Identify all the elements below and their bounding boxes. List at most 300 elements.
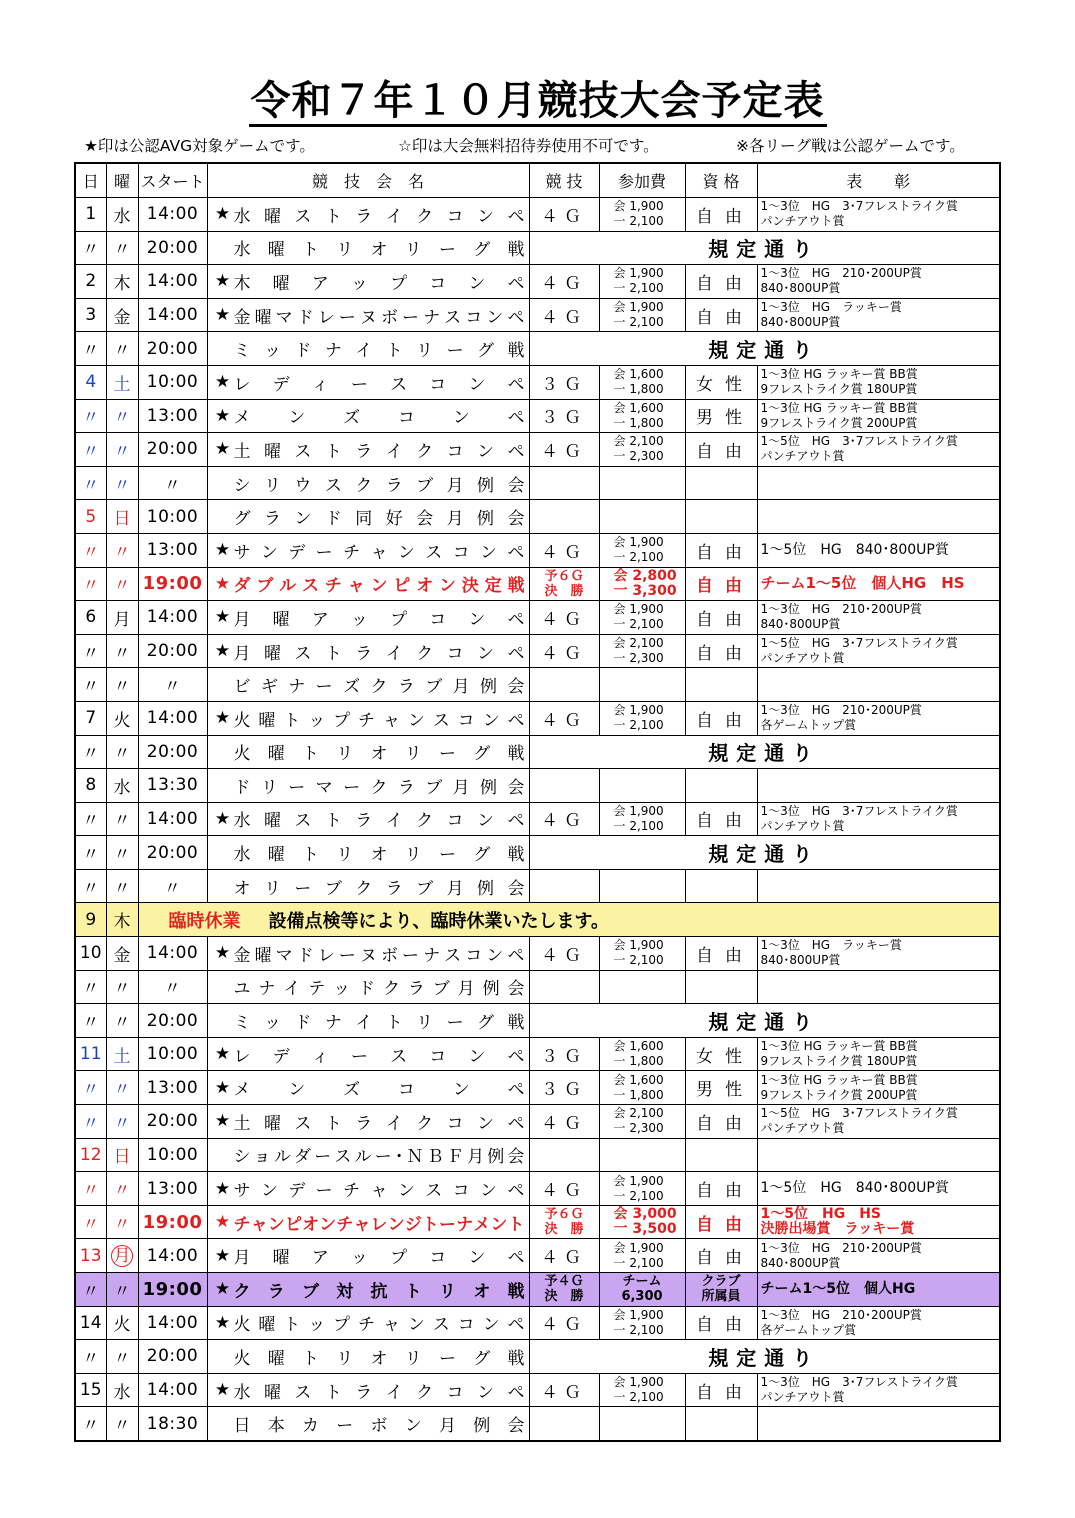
event-name-text: 火 曜 ト ッ プ チ ャ ン ス コ ン ペ bbox=[233, 1315, 525, 1336]
table-row bbox=[75, 365, 1000, 399]
award-line2: 9フレストライク賞 180UP賞 bbox=[760, 382, 918, 397]
weekday-value: 〃 bbox=[113, 811, 131, 832]
game-count: ４Ｇ bbox=[541, 1315, 587, 1336]
fee-cell bbox=[599, 769, 685, 803]
start-time-value: 19:00 bbox=[142, 573, 203, 595]
day-value: 〃 bbox=[82, 341, 100, 362]
event-name-text: 土 曜 ス ト ラ イ ク コ ン ペ bbox=[233, 441, 525, 462]
qualification: 自由 bbox=[696, 576, 754, 597]
day-value: 〃 bbox=[82, 811, 100, 832]
event-name bbox=[208, 370, 529, 395]
fee-member: 会 1,900 bbox=[613, 1375, 664, 1390]
game-count-cell bbox=[529, 399, 599, 433]
event-name bbox=[208, 941, 529, 966]
start-time-value: 19:00 bbox=[142, 1278, 203, 1300]
fee-general: 一 2,100 bbox=[613, 617, 664, 632]
event-name-text: ミ ッ ド ナ イ ト リ ー グ 戦 bbox=[233, 341, 525, 362]
weekday-cell bbox=[106, 1340, 138, 1374]
table-row bbox=[75, 1138, 1000, 1172]
fee-member: 会 1,600 bbox=[613, 400, 664, 415]
start-time-value: 14:00 bbox=[146, 943, 199, 964]
award-line1: 1～5位 HG 3･7フレストライク賞 bbox=[760, 636, 958, 651]
award-line1: 1～3位 HG 210･200UP賞 bbox=[760, 1240, 922, 1255]
award-cell bbox=[757, 1239, 1000, 1273]
event-name bbox=[208, 235, 529, 260]
header-name: 競 技 会 名 bbox=[207, 163, 529, 198]
start-time-value: 20:00 bbox=[146, 237, 199, 258]
day-value: 3 bbox=[85, 305, 97, 326]
qual-cell bbox=[685, 970, 757, 1004]
day-cell bbox=[75, 869, 106, 903]
award-line1: チーム1～5位 個人HG HS bbox=[760, 574, 965, 593]
start-time-cell bbox=[138, 970, 207, 1004]
table-row bbox=[75, 701, 1000, 735]
start-time-value: 14:00 bbox=[146, 305, 199, 326]
weekday-cell bbox=[106, 1004, 138, 1038]
day-cell bbox=[75, 1373, 106, 1407]
event-name bbox=[208, 1243, 529, 1268]
award-cell bbox=[757, 365, 1000, 399]
start-time-value: 18:30 bbox=[146, 1413, 199, 1434]
day-cell bbox=[75, 533, 106, 567]
table-row bbox=[75, 533, 1000, 567]
award-line2: パンチアウト賞 bbox=[760, 1121, 845, 1136]
fee-general: 一 2,100 bbox=[613, 315, 664, 330]
closed-text: 設備点検等により、臨時休業いたします。 bbox=[268, 910, 610, 932]
fee-general: 一 2,100 bbox=[613, 953, 664, 968]
event-name bbox=[208, 571, 529, 596]
event-name bbox=[208, 806, 529, 831]
start-time-cell bbox=[138, 668, 207, 702]
weekday-value: 〃 bbox=[113, 341, 131, 362]
day-value: 〃 bbox=[82, 643, 100, 664]
award-line1: 1～3位 HG 3･7フレストライク賞 bbox=[760, 199, 958, 214]
weekday-cell bbox=[106, 198, 138, 232]
start-time-value: 10:00 bbox=[146, 1144, 199, 1165]
award-line2: パンチアウト賞 bbox=[760, 818, 845, 833]
game-prelim: 予４Ｇ bbox=[544, 1274, 584, 1290]
day-value: 13 bbox=[79, 1245, 102, 1266]
event-name bbox=[208, 672, 529, 697]
weekday-cell bbox=[106, 735, 138, 769]
day-value: 〃 bbox=[82, 744, 100, 765]
start-time-value: 20:00 bbox=[146, 338, 199, 359]
event-name-text: サ ン デ ー チ ャ ン ス コ ン ペ bbox=[233, 542, 525, 563]
start-time-cell bbox=[138, 1407, 207, 1441]
event-name-text: シ ョ ル ダ ー ス ル ー ･ Ｎ Ｂ Ｆ 月 例 会 bbox=[233, 1147, 525, 1168]
start-time-cell bbox=[138, 231, 207, 265]
weekday-cell bbox=[106, 500, 138, 534]
event-name-cell bbox=[207, 433, 529, 467]
fee-member: 会 1,900 bbox=[613, 300, 664, 315]
event-name-text: 金 曜 マ ド レ ー ヌ ボ ー ナ ス コ ン ペ bbox=[233, 945, 525, 966]
event-name-text: グ ラ ン ド 同 好 会 月 例 会 bbox=[233, 509, 525, 530]
fee-general: 一 2,100 bbox=[613, 1390, 664, 1405]
award-cell bbox=[757, 1373, 1000, 1407]
event-name-text: レ デ ィ ー ス コ ン ペ bbox=[233, 1046, 525, 1067]
table-row bbox=[75, 198, 1000, 232]
event-name bbox=[208, 706, 529, 731]
rule-text: 規定通り bbox=[708, 741, 821, 766]
fee-member: 会 1,900 bbox=[613, 266, 664, 281]
table-row bbox=[75, 601, 1000, 635]
table-row bbox=[75, 1239, 1000, 1273]
start-time-value: 19:00 bbox=[142, 1211, 203, 1233]
table-row bbox=[75, 869, 1000, 903]
weekday-value: 〃 bbox=[113, 1013, 131, 1034]
qualification: 自由 bbox=[696, 273, 754, 294]
table-row bbox=[75, 937, 1000, 971]
avg-star-icon: ★ bbox=[214, 1178, 231, 1199]
avg-star-icon: ★ bbox=[214, 1245, 231, 1266]
fee-member: 会 1,600 bbox=[613, 367, 664, 382]
fee-member: 会 2,100 bbox=[613, 1106, 664, 1121]
event-name bbox=[208, 605, 529, 630]
weekday-value: 〃 bbox=[113, 1113, 131, 1134]
fee-cell bbox=[599, 937, 685, 971]
start-time-cell bbox=[138, 1340, 207, 1374]
event-name bbox=[208, 1042, 529, 1067]
start-time-cell bbox=[138, 937, 207, 971]
qualification: 自由 bbox=[696, 1181, 754, 1202]
event-name bbox=[208, 1277, 529, 1302]
start-time-value: 14:00 bbox=[146, 808, 199, 829]
start-time-cell bbox=[138, 298, 207, 332]
fee-member: 会 1,900 bbox=[613, 803, 664, 818]
award-cell bbox=[757, 701, 1000, 735]
avg-star-icon: ★ bbox=[214, 305, 231, 326]
fee-general: 一 3,500 bbox=[613, 1221, 677, 1238]
award-cell bbox=[757, 1138, 1000, 1172]
qualification-cell bbox=[685, 1306, 757, 1340]
weekday-value: 〃 bbox=[113, 1080, 131, 1101]
event-name bbox=[208, 1109, 529, 1134]
event-name-cell bbox=[207, 365, 529, 399]
table-row bbox=[75, 567, 1000, 601]
game-cell bbox=[529, 466, 599, 500]
day-value: 15 bbox=[79, 1380, 102, 1401]
fee-member: 会 1,900 bbox=[613, 1307, 664, 1322]
day-value: 7 bbox=[85, 708, 97, 729]
qualification-cell bbox=[685, 1273, 757, 1307]
qual-cell bbox=[685, 769, 757, 803]
award-line1: 1～3位 HG 3･7フレストライク賞 bbox=[760, 803, 958, 818]
avg-star-icon: ★ bbox=[214, 708, 231, 729]
event-name bbox=[208, 1142, 529, 1167]
day-value: 1 bbox=[85, 204, 97, 225]
qual-cell bbox=[685, 668, 757, 702]
event-name-cell bbox=[207, 1205, 529, 1239]
fee-member: 会 1,900 bbox=[613, 1173, 664, 1188]
qualification-cell bbox=[685, 198, 757, 232]
header-fee: 参加費 bbox=[599, 163, 685, 198]
start-time-cell bbox=[138, 1172, 207, 1206]
award-line1: 1～3位 HG 210･200UP賞 bbox=[760, 602, 922, 617]
award-line2: パンチアウト賞 bbox=[760, 449, 845, 464]
award-line1: 1～5位 HG 840･800UP賞 bbox=[760, 541, 949, 558]
day-value: 〃 bbox=[82, 1281, 100, 1302]
fee-general: 一 2,100 bbox=[613, 1255, 664, 1270]
day-cell bbox=[75, 735, 106, 769]
award-cell bbox=[757, 265, 1000, 299]
table-row bbox=[75, 1373, 1000, 1407]
fee-cell bbox=[599, 433, 685, 467]
weekday-value: 〃 bbox=[113, 1214, 131, 1235]
qualification-cell bbox=[685, 1172, 757, 1206]
table-row bbox=[75, 1004, 1000, 1038]
game-count-cell bbox=[529, 1071, 599, 1105]
qualification: 自由 bbox=[696, 811, 754, 832]
award-cell bbox=[757, 1105, 1000, 1139]
day-cell bbox=[75, 298, 106, 332]
award-line2: パンチアウト賞 bbox=[760, 1390, 845, 1405]
start-time-value: 13:00 bbox=[146, 1178, 199, 1199]
event-name-cell bbox=[207, 399, 529, 433]
day-cell bbox=[75, 1205, 106, 1239]
game-prelim: 予６Ｇ bbox=[544, 1207, 584, 1223]
table-row bbox=[75, 1172, 1000, 1206]
table-row bbox=[75, 265, 1000, 299]
game-cell bbox=[529, 1138, 599, 1172]
award-cell bbox=[757, 198, 1000, 232]
event-name-cell bbox=[207, 769, 529, 803]
event-name-cell bbox=[207, 332, 529, 366]
event-name-text: チ ャ ン ピ オ ン チ ャ レ ン ジ ト ー ナ メ ン ト bbox=[233, 1214, 525, 1235]
award-line1: 1～3位 HG 210･200UP賞 bbox=[760, 703, 922, 718]
qualification-cell bbox=[685, 601, 757, 635]
note-league: ※各リーグ戦は公認ゲームです。 bbox=[736, 137, 965, 155]
fee-general: 一 2,300 bbox=[613, 1121, 664, 1136]
weekday-cell bbox=[106, 1071, 138, 1105]
start-time-cell bbox=[138, 1105, 207, 1139]
start-time-value: 14:00 bbox=[146, 1380, 199, 1401]
event-name bbox=[208, 471, 529, 496]
weekday-cell bbox=[106, 1105, 138, 1139]
award-line1: チーム1～5位 個人HG bbox=[760, 1280, 916, 1297]
rule-text: 規定通り bbox=[708, 1345, 821, 1370]
weekday-cell bbox=[106, 365, 138, 399]
award-cell bbox=[757, 500, 1000, 534]
event-name-text: 火 曜 ト ッ プ チ ャ ン ス コ ン ペ bbox=[233, 710, 525, 731]
event-name-text: 木 曜 ア ッ プ コ ン ペ bbox=[233, 273, 525, 294]
event-name-cell bbox=[207, 869, 529, 903]
fee-member: 会 1,900 bbox=[613, 535, 664, 550]
award-cell bbox=[757, 1306, 1000, 1340]
game-count: ３Ｇ bbox=[541, 374, 587, 395]
game-cell bbox=[529, 970, 599, 1004]
game-final: 決 勝 bbox=[544, 1222, 584, 1238]
weekday-cell bbox=[106, 1239, 138, 1273]
weekday-cell bbox=[106, 869, 138, 903]
start-time-cell bbox=[138, 500, 207, 534]
event-name-text: 火 曜 ト リ オ リ ー グ 戦 bbox=[233, 1348, 525, 1369]
game-count-cell bbox=[529, 1105, 599, 1139]
event-name-cell bbox=[207, 668, 529, 702]
qualification: 自由 bbox=[696, 1382, 754, 1403]
start-time-value: 20:00 bbox=[146, 741, 199, 762]
weekday-value: 木 bbox=[113, 912, 131, 933]
table-row bbox=[75, 802, 1000, 836]
game-count: ４Ｇ bbox=[541, 609, 587, 630]
game-count-cell bbox=[529, 1172, 599, 1206]
award-line1: 1～3位 HG ラッキー賞 bbox=[760, 300, 902, 315]
qualification: 自由 bbox=[696, 1315, 754, 1336]
day-value: 6 bbox=[85, 607, 97, 628]
event-name bbox=[208, 1310, 529, 1335]
avg-star-icon: ★ bbox=[214, 573, 231, 594]
event-name-text: 土 曜 ス ト ラ イ ク コ ン ペ bbox=[233, 1113, 525, 1134]
fee-cell bbox=[599, 601, 685, 635]
closed-day-row bbox=[75, 903, 1000, 937]
start-time-value: 20:00 bbox=[146, 439, 199, 460]
day-value: 〃 bbox=[82, 1181, 100, 1202]
start-time-cell bbox=[138, 1373, 207, 1407]
event-name-text: 月 曜 ア ッ プ コ ン ペ bbox=[233, 609, 525, 630]
start-time-cell bbox=[138, 1306, 207, 1340]
qualification: 自由 bbox=[696, 1214, 754, 1235]
award-line1: 1～5位 HG HS bbox=[760, 1206, 881, 1223]
event-name-cell bbox=[207, 836, 529, 870]
qualification: 女性 bbox=[696, 1046, 754, 1067]
qualification-cell bbox=[685, 1071, 757, 1105]
award-cell bbox=[757, 466, 1000, 500]
fee-cell bbox=[599, 298, 685, 332]
qual-line1: クラブ bbox=[701, 1274, 741, 1290]
game-count-cell bbox=[529, 634, 599, 668]
day-cell bbox=[75, 231, 106, 265]
game-count-cell bbox=[529, 1239, 599, 1273]
event-name-cell bbox=[207, 1239, 529, 1273]
event-name bbox=[208, 1075, 529, 1100]
award-cell bbox=[757, 1407, 1000, 1441]
fee-cell bbox=[599, 970, 685, 1004]
event-name-cell bbox=[207, 466, 529, 500]
event-name-cell bbox=[207, 198, 529, 232]
avg-star-icon: ★ bbox=[214, 1212, 231, 1233]
event-name bbox=[208, 303, 529, 328]
game-count-cell bbox=[529, 533, 599, 567]
qual-line2: 所属員 bbox=[701, 1289, 741, 1305]
award-line2: 840･800UP賞 bbox=[760, 953, 841, 968]
event-name-text: メ ン ズ コ ン ペ bbox=[233, 408, 525, 429]
weekday-value: 〃 bbox=[113, 878, 131, 899]
weekday-value: 月 bbox=[113, 609, 131, 630]
weekday-cell bbox=[106, 399, 138, 433]
table-row bbox=[75, 433, 1000, 467]
weekday-cell bbox=[106, 231, 138, 265]
award-cell bbox=[757, 668, 1000, 702]
game-cell bbox=[529, 1407, 599, 1441]
fee-cell bbox=[599, 1239, 685, 1273]
day-cell bbox=[75, 634, 106, 668]
avg-star-icon: ★ bbox=[214, 204, 231, 225]
event-name bbox=[208, 1176, 529, 1201]
qualification: 自由 bbox=[696, 206, 754, 227]
fee-general: 一 2,100 bbox=[613, 214, 664, 229]
game-count-cell bbox=[529, 1205, 599, 1239]
day-cell bbox=[75, 1004, 106, 1038]
start-time-cell bbox=[138, 869, 207, 903]
event-name bbox=[208, 437, 529, 462]
weekday-cell bbox=[106, 1306, 138, 1340]
fee-member: 会 1,900 bbox=[613, 602, 664, 617]
event-name-cell bbox=[207, 1004, 529, 1038]
weekday-value: 〃 bbox=[113, 979, 131, 1000]
game-count-cell bbox=[529, 937, 599, 971]
game-count-cell bbox=[529, 433, 599, 467]
fee-cell bbox=[599, 1037, 685, 1071]
event-name-cell bbox=[207, 1373, 529, 1407]
start-time-value: 20:00 bbox=[146, 641, 199, 662]
award-line1: 1～3位 HG 3･7フレストライク賞 bbox=[760, 1375, 958, 1390]
fee-general: 6,300 bbox=[621, 1289, 663, 1305]
day-value: 8 bbox=[85, 775, 97, 796]
start-time-cell bbox=[138, 634, 207, 668]
weekday-value: 〃 bbox=[113, 240, 131, 261]
award-cell bbox=[757, 399, 1000, 433]
event-name-cell bbox=[207, 701, 529, 735]
fee-cell bbox=[599, 265, 685, 299]
weekday-cell bbox=[106, 701, 138, 735]
qualification-cell bbox=[685, 1037, 757, 1071]
game-count: ４Ｇ bbox=[541, 307, 587, 328]
event-name bbox=[208, 202, 529, 227]
event-name bbox=[208, 538, 529, 563]
start-time-cell bbox=[138, 533, 207, 567]
game-cell bbox=[529, 500, 599, 534]
qualification: 自由 bbox=[696, 945, 754, 966]
award-cell bbox=[757, 937, 1000, 971]
fee-cell bbox=[599, 1407, 685, 1441]
award-cell bbox=[757, 1071, 1000, 1105]
event-name-text: レ デ ィ ー ス コ ン ペ bbox=[233, 374, 525, 395]
game-count-cell bbox=[529, 1373, 599, 1407]
day-cell bbox=[75, 1340, 106, 1374]
weekday-cell bbox=[106, 903, 138, 937]
event-name-cell bbox=[207, 1138, 529, 1172]
fee-cell bbox=[599, 668, 685, 702]
start-time-cell bbox=[138, 601, 207, 635]
day-value: 14 bbox=[79, 1312, 102, 1333]
closed-label: 臨時休業 bbox=[168, 910, 241, 932]
event-name-text: ユ ナ イ テ ッ ド ク ラ ブ 月 例 会 bbox=[233, 979, 525, 1000]
table-row bbox=[75, 399, 1000, 433]
game-count: ４Ｇ bbox=[541, 1382, 587, 1403]
qualification-cell bbox=[685, 634, 757, 668]
day-cell bbox=[75, 668, 106, 702]
event-name-text: 日 本 カ ー ボ ン 月 例 会 bbox=[233, 1416, 525, 1437]
day-cell bbox=[75, 769, 106, 803]
game-count-cell bbox=[529, 1273, 599, 1307]
start-time-cell bbox=[138, 836, 207, 870]
game-count: ４Ｇ bbox=[541, 1113, 587, 1134]
game-count: ４Ｇ bbox=[541, 945, 587, 966]
award-cell bbox=[757, 1273, 1000, 1307]
table-row bbox=[75, 1340, 1000, 1374]
header-qual: 資 格 bbox=[685, 163, 757, 198]
game-count-cell bbox=[529, 601, 599, 635]
table-row bbox=[75, 1306, 1000, 1340]
weekday-value: 〃 bbox=[113, 441, 131, 462]
start-time-value: 20:00 bbox=[146, 1111, 199, 1132]
weekday-value: 〃 bbox=[113, 643, 131, 664]
award-cell bbox=[757, 298, 1000, 332]
event-name bbox=[208, 974, 529, 999]
event-name-text: 月 曜 ス ト ラ イ ク コ ン ペ bbox=[233, 643, 525, 664]
table-row bbox=[75, 1205, 1000, 1239]
fee-cell bbox=[599, 466, 685, 500]
qualification-cell bbox=[685, 433, 757, 467]
